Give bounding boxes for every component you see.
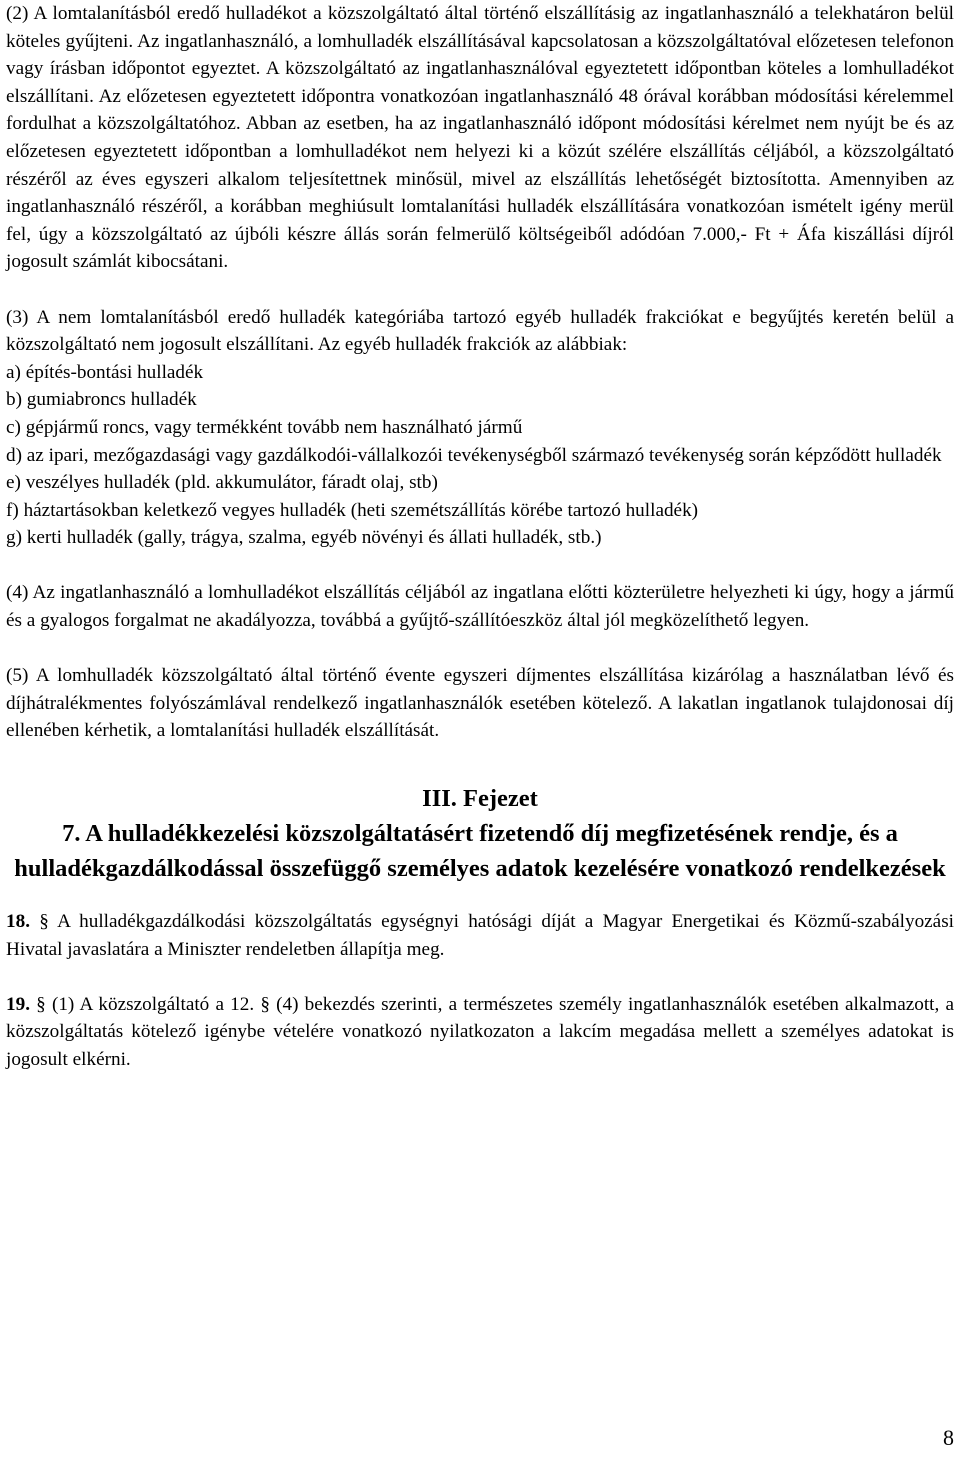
paragraph-3-intro: (3) A nem lomtalanításból eredő hulladék kategóriába tartozó egyéb hulladék frakciókat e begyűjtés keretén belül a közszolgáltató nem jogosult elszállítani. Az egyéb hulladék frakciók az alábbiak: xyxy=(6,306,954,356)
section-19 xyxy=(6,991,954,1074)
list-item: e) veszélyes hulladék (pld. akkumulátor, fáradt olaj, stb) xyxy=(6,472,438,494)
chapter-title: III. Fejezet xyxy=(422,785,538,813)
paragraph-4: (4) Az ingatlanhasználó a lomhulladékot elszállítás céljából az ingatlana előtti közterületre helyezheti ki úgy, hogy a jármű és a gyalogos forgalmat ne akadályozza, továbbá a gyűjtő-szállítóeszköz által jól megközelíthető legyen. xyxy=(6,582,954,632)
list-item: b) gumiabroncs hulladék xyxy=(6,389,197,411)
document-page xyxy=(6,0,954,1074)
waste-fraction-list xyxy=(6,359,954,552)
list-item: g) kerti hulladék (gally, trágya, szalma, egyéb növényi és állati hulladék, stb.) xyxy=(6,527,602,549)
paragraph-5: (5) A lomhulladék közszolgáltató által történő évente egyszeri díjmentes elszállítása kizárólag a használatban lévő és díjhátralékmentes folyószámlával rendelkező ingatlanhasználók esetében kötelező. A lakatlan ingatlanok tulajdonosai díj ellenében kérhetik, a lomtalanítási hulladék elszállítását. xyxy=(6,665,954,742)
list-item: a) építés-bontási hulladék xyxy=(6,361,204,383)
section-18 xyxy=(6,908,954,963)
section-number: 18. xyxy=(6,911,30,933)
section-text: § A hulladékgazdálkodási közszolgáltatás egységnyi hatósági díját a Magyar Energetikai és Közmű-szabályozási Hivatal javaslatára a Miniszter rendeletben állapítja meg. xyxy=(6,911,955,960)
chapter-subtitle: 7. A hulladékkezelési közszolgáltatásért fizetendő díj megfizetésének rendje, és a hulladékgazdálkodással összefüggő személyes adatok kezelésére vonatkozó rendelkezések xyxy=(14,820,946,883)
section-number: 19. xyxy=(6,993,30,1015)
list-item: f) háztartásokban keletkező vegyes hulladék (heti szemétszállítás körébe tartozó hulladék) xyxy=(6,499,699,521)
list-item: d) az ipari, mezőgazdasági vagy gazdálkodói-vállalkozói tevékenységből származó tevékenység során képződött hulladék xyxy=(6,444,942,466)
paragraph-2: (2) A lomtalanításból eredő hulladékot a közszolgáltató által történő elszállításig az ingatlanhasználó a telekhatáron belül köteles gyűjteni. Az ingatlanhasználó, a lomhulladék elszállításával kapcsolatosan a közszolgáltatóval előzetesen telefonon vagy írásban időpontot egyeztet. A közszolgáltató az ingatlanhasználóval egyeztetett időpontban köteles a lomhulladékot elszállítani. Az előzetesen egyeztetett időpontra vonatkozóan ingatlanhasználó 48 órával korábban módosítási kérelemmel fordulhat a közszolgáltatóhoz. Abban az esetben, ha az ingatlanhasználó időpont módosítási kérelmet nem nyújt be és az előzetesen egyeztetett időpontban a lomhulladékot nem helyezi ki a közút szélére elszállítás céljából, a közszolgáltató részéről az éves egyszeri alkalom teljesítettnek minősül, mivel az elszállítás lehetőségét biztosította. Amennyiben az ingatlanhasználó részéről, a korábban meghiúsult lomtalanítási hulladék elszállítására vonatkozóan ismételt igény merül fel, úgy a közszolgáltató az újbóli készre állás során felmerülő költségeiből adódóan 7.000,- Ft + Áfa kiszállási díjról jogosult számlát kibocsátani. xyxy=(6,3,954,273)
page-number: 8 xyxy=(943,1425,954,1450)
section-text: § (1) A közszolgáltató a 12. § (4) bekezdés szerinti, a természetes személy ingatlanhasználók esetében alkalmazott, a közszolgáltatás kötelező igénybe vételére vonatkozó nyilatkozaton a lakcím megadása mellett a személyes adatokat is jogosult elkérni. xyxy=(6,993,954,1070)
list-item: c) gépjármű roncs, vagy termékként tovább nem használható jármű xyxy=(6,416,523,438)
